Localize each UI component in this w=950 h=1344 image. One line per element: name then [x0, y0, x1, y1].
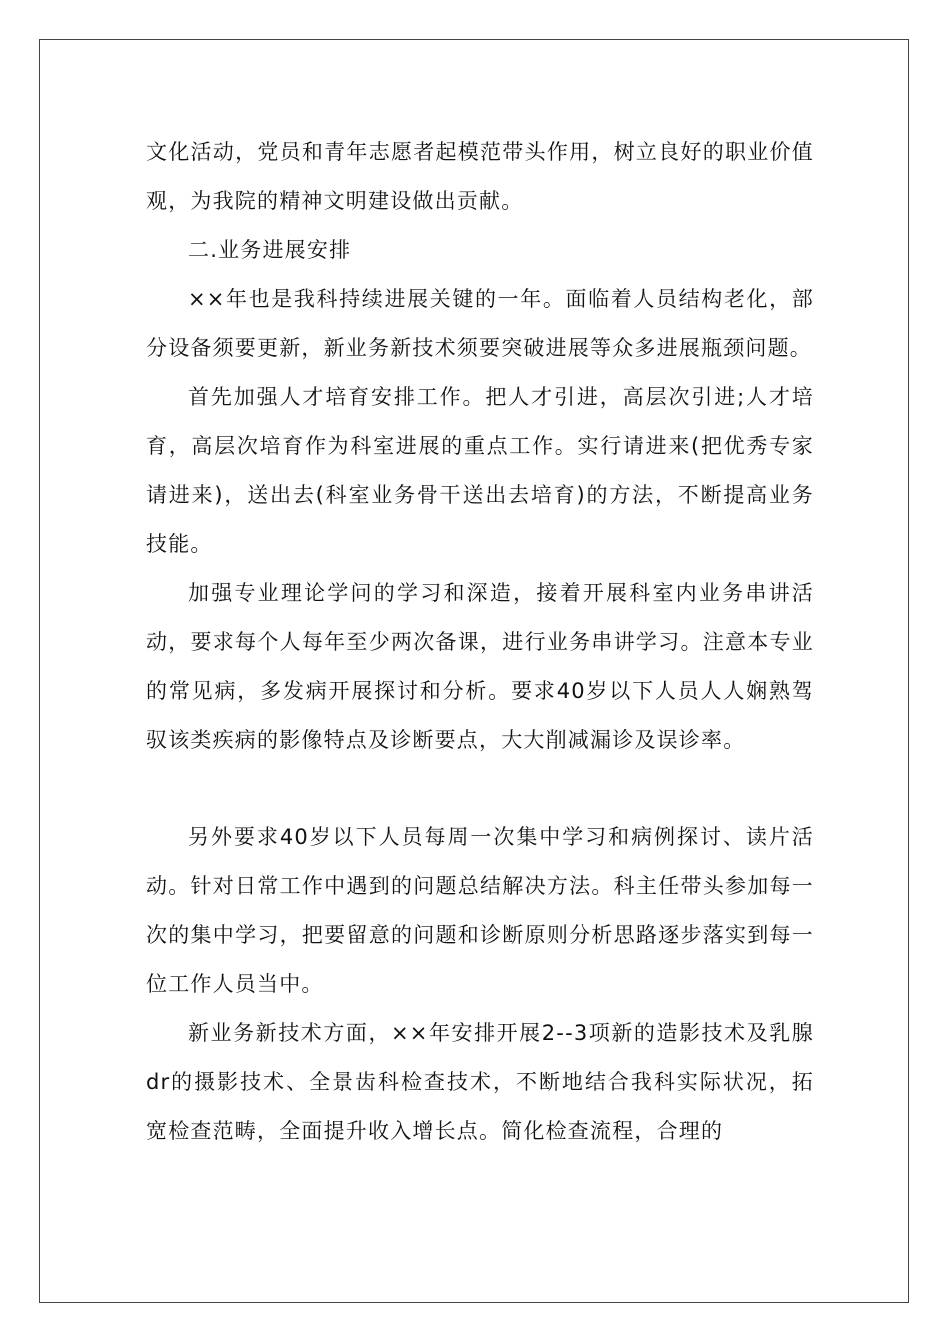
paragraph: 另外要求40岁以下人员每周一次集中学习和病例探讨、读片活动。针对日常工作中遇到的问题总结解决方法。科主任带头参加每一次的集中学习，把要留意的问题和诊断原则分析思路逐步落实到每一位工作人员当中。 — [146, 825, 814, 996]
paragraph: 新业务新技术方面，××年安排开展2--3项新的造影技术及乳腺dr的摄影技术、全景齿科检查技术，不断地结合我科实际状况，拓宽检查范畴，全面提升收入增长点。简化检查流程，合理的 — [146, 1021, 814, 1143]
paragraph: 加强专业理论学问的学习和深造，接着开展科室内业务串讲活动，要求每个人每年至少两次备课，进行业务串讲学习。注意本专业的常见病，多发病开展探讨和分析。要求40岁以下人员人人娴熟驾驭该类疾病的影像特点及诊断要点，大大削减漏诊及误诊率。 — [146, 581, 814, 752]
paragraph: ××年也是我科持续进展关键的一年。面临着人员结构老化，部分设备须要更新，新业务新技术须要突破进展等众多进展瓶颈问题。 — [146, 287, 814, 360]
section-heading: 二.业务进展安排 — [188, 238, 352, 262]
paragraph: 首先加强人才培育安排工作。把人才引进，高层次引进;人才培育，高层次培育作为科室进展的重点工作。实行请进来(把优秀专家请进来)，送出去(科室业务骨干送出去培育)的方法，不断提高业务技能。 — [146, 385, 814, 556]
paragraph-continuation: 文化活动，党员和青年志愿者起模范带头作用，树立良好的职业价值观，为我院的精神文明建设做出贡献。 — [146, 140, 814, 213]
document-body — [146, 128, 814, 1156]
